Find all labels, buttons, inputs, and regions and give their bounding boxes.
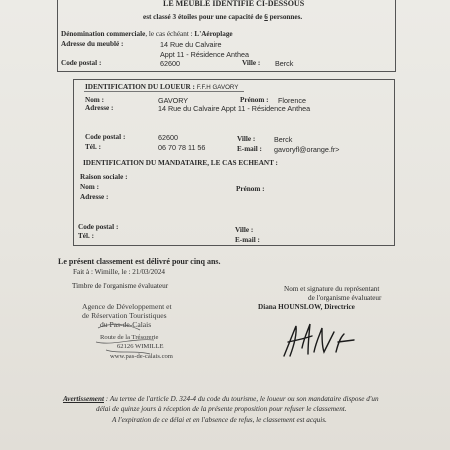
mandataire-tel-label: Tél. : xyxy=(78,232,94,240)
stamp-line-5: 62126 WIMILLE xyxy=(117,343,164,350)
meuble-cp-label: Code postal : xyxy=(61,59,102,67)
signatory-name: Diana HOUNSLOW, Directrice xyxy=(258,303,355,311)
page-heading: LE MEUBLE IDENTIFIE CI-DESSOUS xyxy=(163,0,305,8)
loueur-ville-value: Berck xyxy=(274,135,293,144)
capacity-value: 6 xyxy=(264,13,268,21)
loueur-prenom-label: Prénom : xyxy=(240,96,269,104)
loueur-adresse-label: Adresse : xyxy=(85,104,114,112)
loueur-cp-value: 62600 xyxy=(158,133,178,142)
avertissement-line-2: délai de quinze jours à réception de la présente proposition pour refuser le classement. xyxy=(96,405,347,413)
loueur-nom-value: GAVORY xyxy=(158,96,189,105)
mandataire-title: IDENTIFICATION DU MANDATAIRE, LE CAS ECHEANT : xyxy=(83,159,278,167)
signature-label-1: Nom et signature du représentant xyxy=(284,285,380,293)
avertissement-label: Avertissement xyxy=(63,395,104,403)
loueur-title-divider xyxy=(84,91,244,92)
loueur-tel-value: 06 70 78 11 56 xyxy=(158,143,206,152)
mandataire-cp-label: Code postal : xyxy=(78,223,119,231)
stamp-line-6: www.pas-de-calais.com xyxy=(110,353,173,360)
meuble-adresse-line1: 14 Rue du Calvaire xyxy=(160,40,222,49)
classement-suffix: personnes. xyxy=(267,13,303,21)
meuble-adresse-line2: Appt 11 - Résidence Anthea xyxy=(160,50,249,59)
loueur-adresse-value: 14 Rue du Calvaire Appt 11 - Résidence Anthea xyxy=(158,104,311,113)
validity-statement: Le présent classement est délivré pour cinq ans. xyxy=(58,257,221,266)
loueur-title xyxy=(85,83,238,91)
mandataire-raison-label: Raison sociale : xyxy=(80,173,128,181)
loueur-email-label: E-mail : xyxy=(237,145,262,153)
meuble-ville-value: Berck xyxy=(275,59,294,68)
loueur-nom-label: Nom : xyxy=(85,96,104,104)
loueur-title-text: IDENTIFICATION DU LOUEUR : xyxy=(85,83,197,91)
classement-prefix: est classé xyxy=(143,13,173,21)
denomination-label: Dénomination commerciale xyxy=(61,30,146,38)
mandataire-nom-label: Nom : xyxy=(80,183,99,191)
mandataire-email-label: E-mail : xyxy=(235,236,260,244)
mandataire-adresse-label: Adresse : xyxy=(80,193,109,201)
timbre-label: Timbre de l'organisme évaluateur xyxy=(72,282,169,290)
avertissement-line-1 xyxy=(63,395,379,403)
avertissement-text-1: : Au terme de l'article D. 324-4 du code du tourisme, le loueur ou son mandataire dispose d'un xyxy=(104,395,379,403)
loueur-prenom-value: Florence xyxy=(278,96,306,105)
loueur-ville-label: Ville : xyxy=(237,135,256,143)
denomination-row xyxy=(61,30,233,38)
stamp-line-4: Route de la Trésorerie xyxy=(100,334,159,341)
classement-stars: 3 étoiles xyxy=(172,13,198,21)
loueur-tel-label: Tél. : xyxy=(85,143,101,151)
loueur-email-value: gavoryfl@orange.fr> xyxy=(274,145,340,154)
stamp-line-3: du Pas-de-Calais xyxy=(100,320,152,329)
denomination-note: , le cas échéant : xyxy=(145,30,193,38)
mandataire-ville-label: Ville : xyxy=(235,226,254,234)
stamp-line-2: de Réservation Touristiques xyxy=(82,311,167,320)
handwritten-signature xyxy=(278,318,368,362)
meuble-cp-value: 62600 xyxy=(160,59,180,68)
fait-a: Fait à : Wimille, le : 21/03/2024 xyxy=(73,268,166,276)
denomination-value: L'Aéroplage xyxy=(194,30,233,38)
signature-label-2: de l'organisme évaluateur xyxy=(308,294,382,302)
stamp-line-1: Agence de Développement et xyxy=(82,302,172,311)
avertissement-line-3: A l'expiration de ce délai et en l'absence de refus, le classement est acquis. xyxy=(112,416,327,424)
meuble-ville-label: Ville : xyxy=(242,59,261,67)
stamp-scribble xyxy=(92,320,162,362)
classement-mid: pour une capacité de xyxy=(197,13,265,21)
loueur-cp-label: Code postal : xyxy=(85,133,126,141)
mandataire-prenom-label: Prénom : xyxy=(236,185,265,193)
meuble-adresse-label: Adresse du meublé : xyxy=(61,40,124,48)
loueur-title-note: F.F.H GAVORY xyxy=(196,84,239,91)
